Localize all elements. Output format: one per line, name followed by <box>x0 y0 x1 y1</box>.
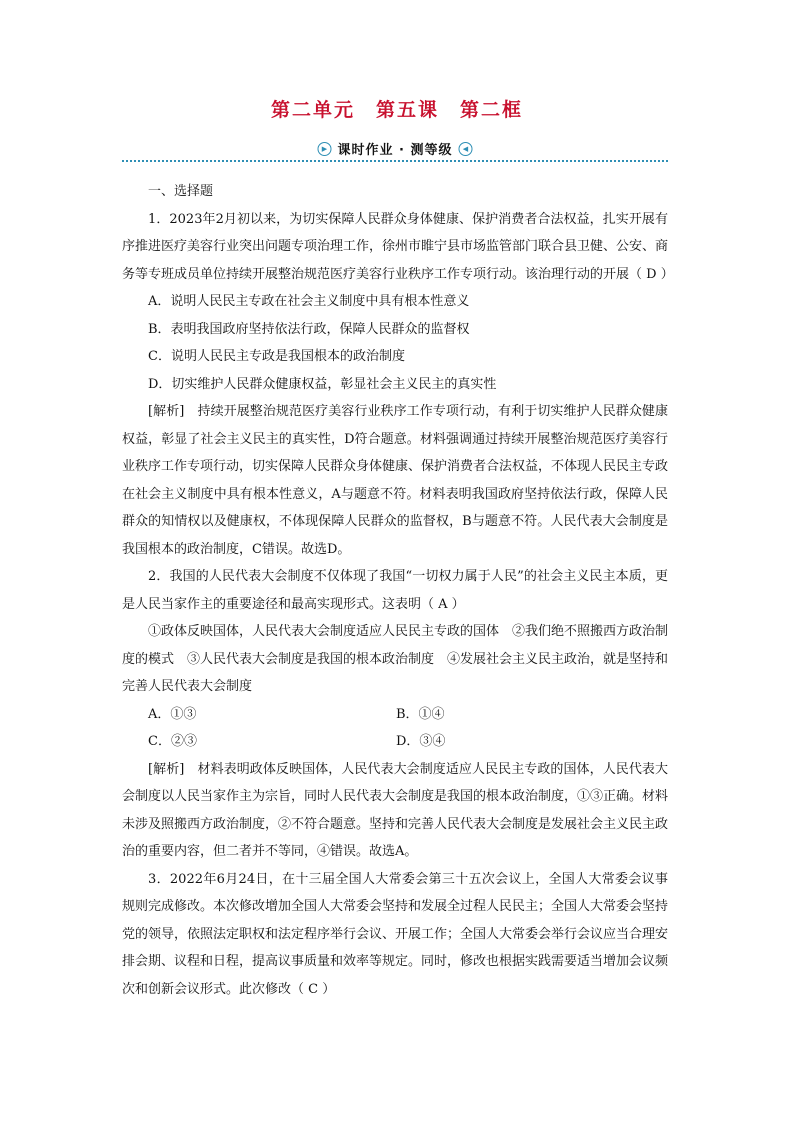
question-1-option-a: A．说明人民民主专政在社会主义制度中具有根本性意义 <box>148 294 470 309</box>
question-1-analysis: [解析] 持续开展整治规范医疗美容行业秩序工作专项行动，有利于切实维护人民群众健康权益，彰显了社会主义民主的真实性，D符合题意。材料强调通过持续开展整治规范医疗美容行业秩序工作专项行动，切实保障人民群众身体健康、保护消费者合法权益，不体现人民民主专政在社会主义制度中具有根本性意义，A与题意不符。材料表明我国政府坚持依法行政，保障人民群众的知情权以及健康权，不体现保障人民群众的监督权，B与题意不符。人民代表大会制度是我国根本的政治制度，C错误。故选D。 <box>122 404 669 557</box>
section-heading: 一、选择题 <box>148 184 214 199</box>
play-arrow-icon: ▶ <box>318 142 332 156</box>
question-3-stem: 3．2022年6月24日，在十三届全国人大常委会第三十五次会议上，全国人大常委会议事规则完成修改。本次修改增加全国人大常委会坚持和发展全过程人民民主；全国人大常委会坚持党的领导，依照法定职权和法定程序举行会议、开展工作；全国人大常委会举行会议应当合理安排会期、议程和日程，提高议事质量和效率等规定。同时，修改也根据实践需要适当增加会议频次和创新会议形式。此次修改（ C ） <box>122 871 669 997</box>
question-2-analysis: [解析] 材料表明政体反映国体，人民代表大会制度适应人民民主专政的国体，人民代表大会制度以人民当家作主为宗旨，同时人民代表大会制度是我国的根本政治制度，①③正确。材料未涉及照搬西方政治制度，②不符合题意。坚持和完善人民代表大会制度是发展社会主义民主政治的重要内容，但二者并不等同，④错误。故选A。 <box>122 761 669 859</box>
question-2-option-b: B．①④ <box>396 706 445 722</box>
page-title: 第二单元 第五课 第二框 <box>270 99 523 121</box>
section-banner <box>122 136 668 164</box>
question-content <box>122 178 674 1003</box>
reverse-arrow-icon: ◀ <box>459 142 473 156</box>
question-1-option-b: B．表明我国政府坚持依法行政，保障人民群众的监督权 <box>148 321 470 337</box>
question-2-stem: 2．我国的人民代表大会制度不仅体现了我国“一切权力属于人民”的社会主义民主本质，更是人民当家作主的重要途径和最高实现形式。这表明（ A ） <box>122 569 668 612</box>
question-2-option-d: D．③④ <box>396 734 446 749</box>
question-2-statements: ①政体反映国体，人民代表大会制度适应人民民主专政的国体 ②我们绝不照搬西方政治制度的模式 ③人民代表大会制度是我国的根本政治制度 ④发展社会主义民主政治，就是坚持和完善人民代表大会制度 <box>122 624 669 694</box>
dotted-divider <box>122 160 668 162</box>
banner-label <box>312 139 479 158</box>
question-1-option-d: D．切实维护人民群众健康权益，彰显社会主义民主的真实性 <box>148 376 497 392</box>
question-1-stem: 1．2023年2月初以来，为切实保障人民群众身体健康、保护消费者合法权益，扎实开展有序推进医疗美容行业突出问题专项治理工作，徐州市睢宁县市场监管部门联合县卫健、公安、商务等专班成员单位持续开展整治规范医疗美容行业秩序工作专项行动。该治理行动的开展（ D ） <box>122 211 674 282</box>
question-2-option-c: C．②③ <box>148 734 197 749</box>
question-2-option-a: A．①③ <box>148 706 197 722</box>
question-1-option-c: C．说明人民民主专政是我国根本的政治制度 <box>148 349 405 364</box>
question-2-options <box>122 701 668 756</box>
banner-text: 课时作业 · 测等级 <box>337 143 453 158</box>
